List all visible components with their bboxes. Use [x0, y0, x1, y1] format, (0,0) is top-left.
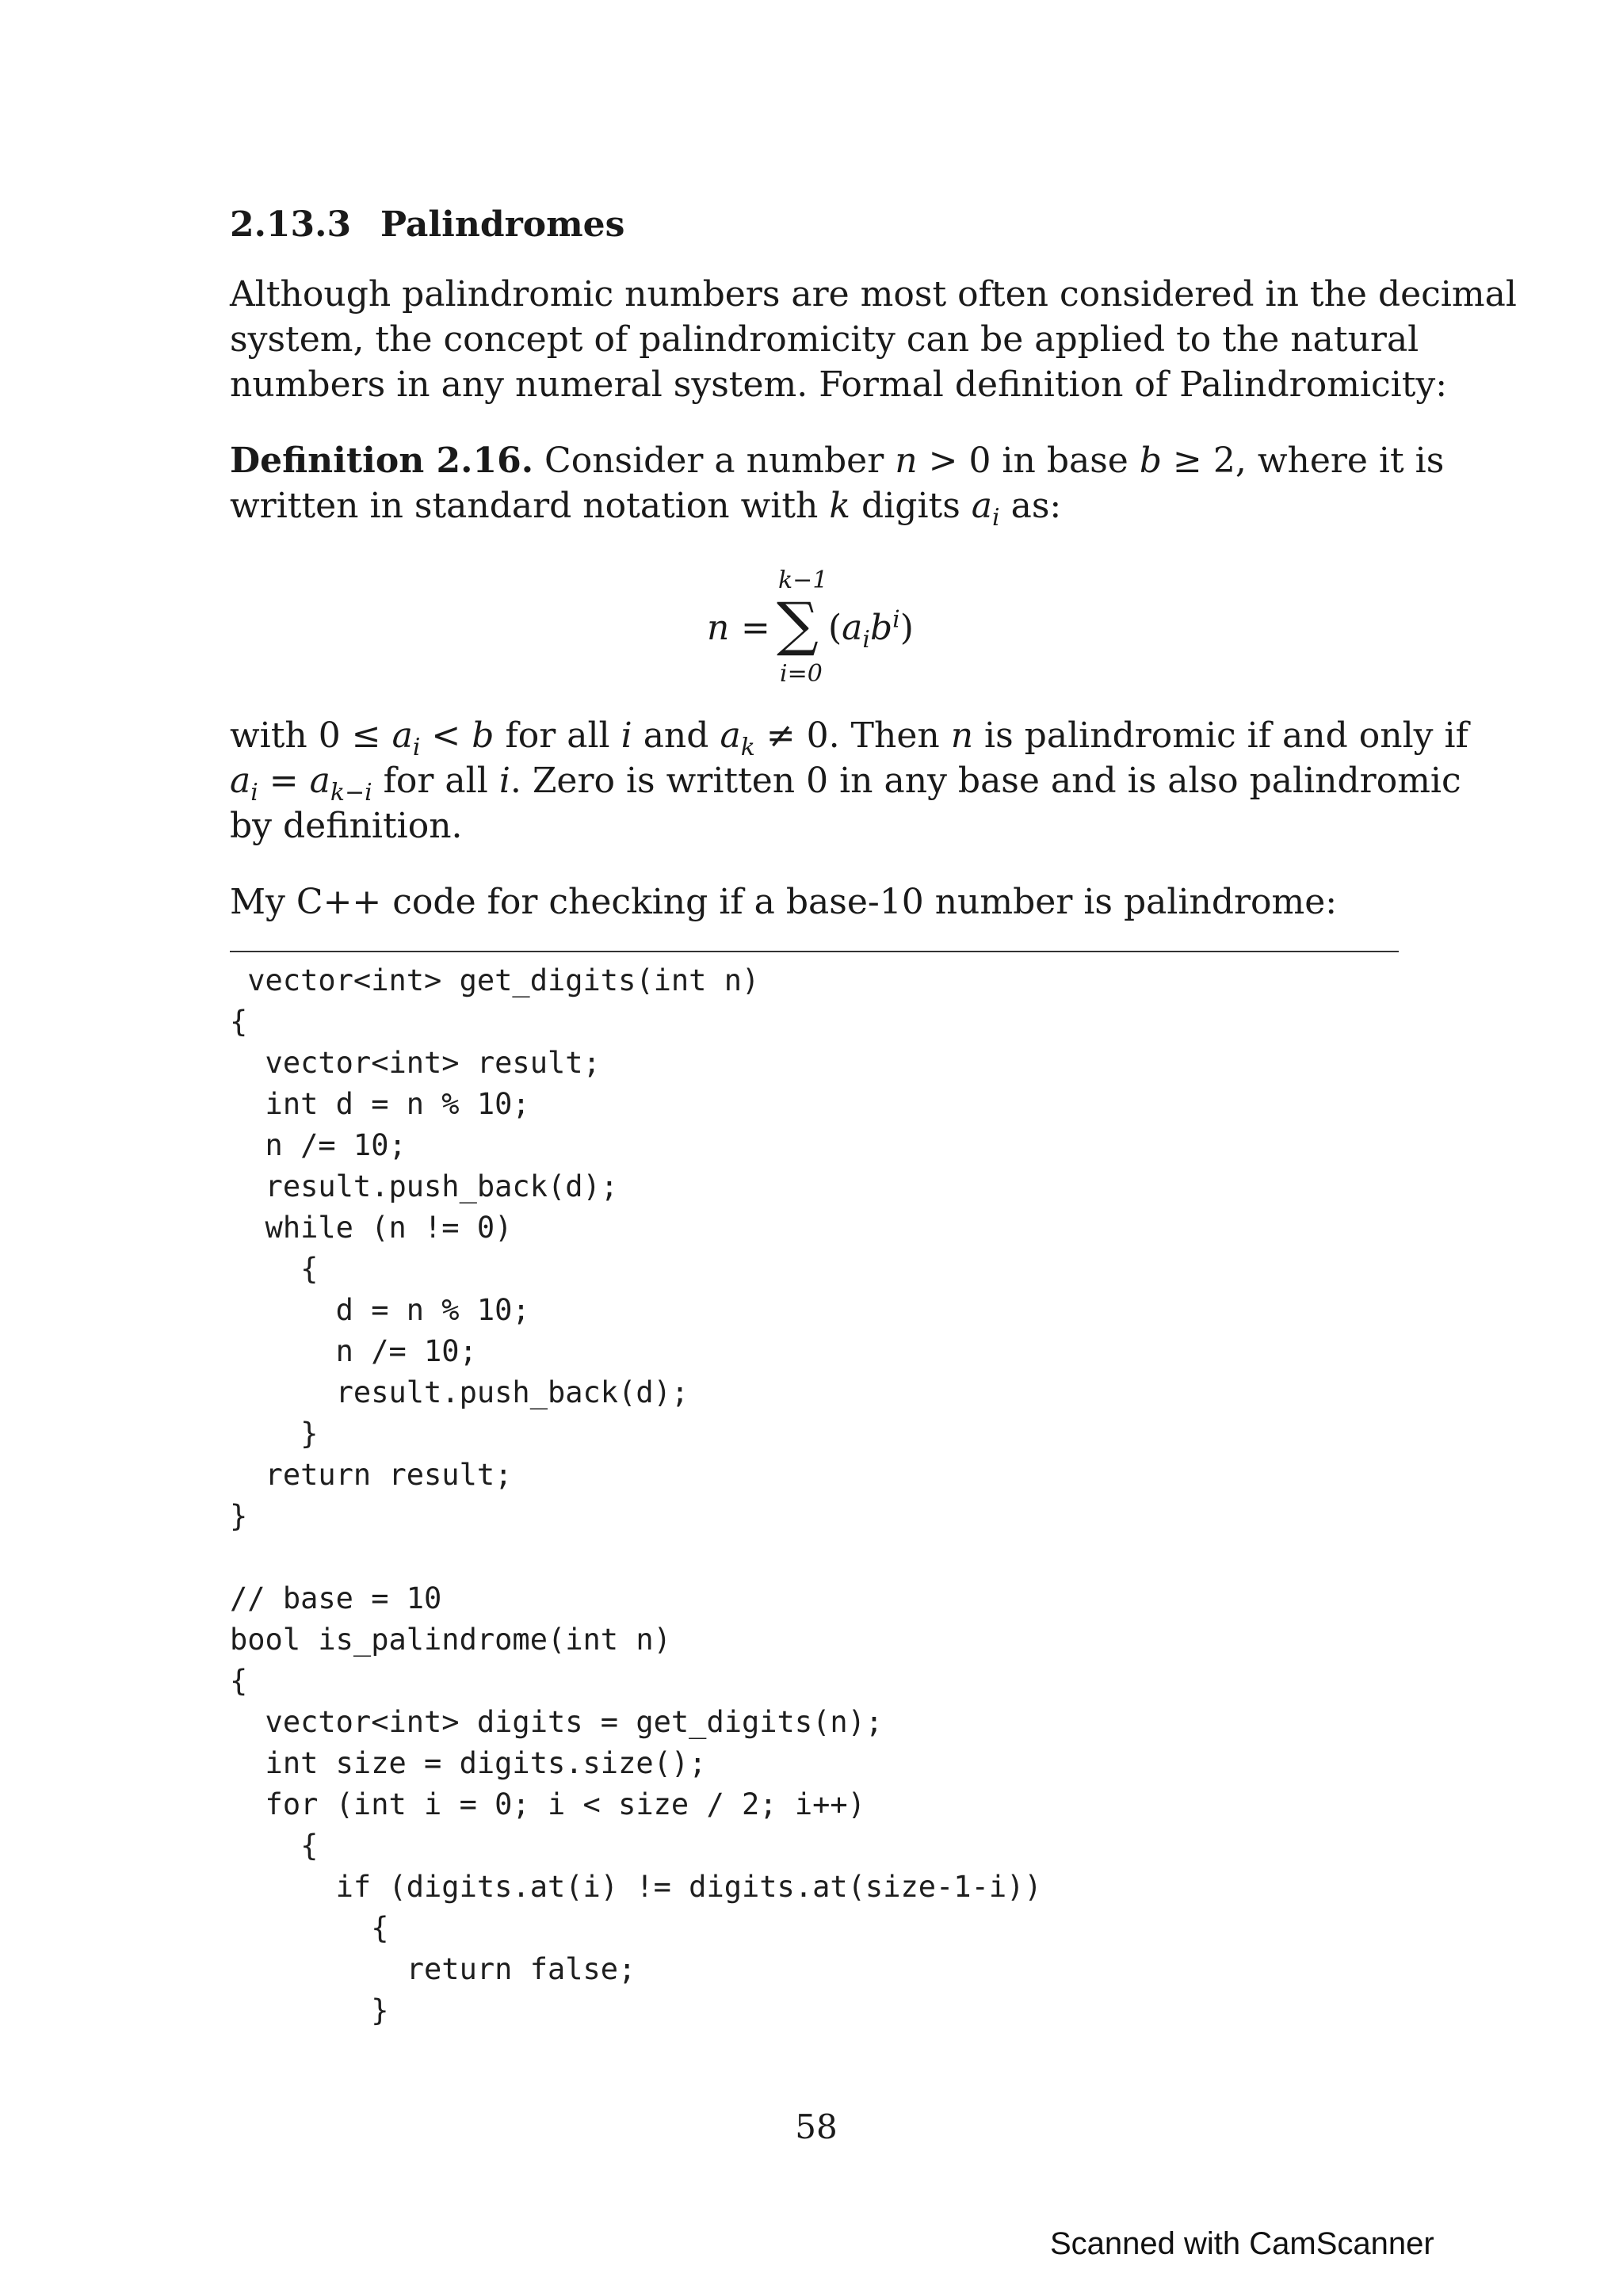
- definition-line-2: written in standard notation with k digits $a_i$ as:: [230, 486, 1062, 532]
- code-line: [230, 1537, 1042, 1578]
- code-line: while (n != 0): [230, 1211, 513, 1245]
- condition-line-2: $a_i = a_{k-i}$ for all i. Zero is written 0 in any base and is also palindromic: [230, 761, 1461, 807]
- code-line: return result;: [230, 1458, 513, 1492]
- sum-lower-limit: i=0: [780, 660, 823, 688]
- code-line: }: [230, 1499, 248, 1533]
- intro-line: numbers in any numeral system. Formal definition of Palindromicity:: [230, 364, 1448, 405]
- code-line: vector<int> result;: [230, 1046, 601, 1080]
- section-number: 2.13.3: [230, 204, 352, 245]
- code-line: }: [230, 1417, 319, 1451]
- code-line: {: [230, 1911, 389, 1945]
- code-line: for (int i = 0; i < size / 2; i++): [230, 1787, 865, 1821]
- intro-line: Although palindromic numbers are most often considered in the decimal: [230, 274, 1517, 315]
- code-line: if (digits.at(i) != digits.at(size-1-i)): [230, 1870, 1042, 1904]
- code-line: result.push_back(d);: [230, 1375, 689, 1409]
- code-line: n /= 10;: [230, 1334, 477, 1368]
- condition-line-3: by definition.: [230, 806, 463, 846]
- code-line: {: [230, 1005, 248, 1039]
- code-line: vector<int> digits = get_digits(n);: [230, 1705, 884, 1739]
- code-line: vector<int> get_digits(int n): [230, 963, 760, 997]
- code-line: return false;: [230, 1952, 636, 1986]
- condition-paragraph: [230, 713, 1468, 849]
- code-line: int d = n % 10;: [230, 1087, 530, 1121]
- condition-line-1: with $0 \le a_i < b$ for all i and $a_k \ne 0$. Then n is palindromic if and only if: [230, 715, 1468, 761]
- code-line: result.push_back(d);: [230, 1169, 619, 1203]
- page-number: 58: [795, 2107, 838, 2146]
- sigma-symbol: ∑: [777, 590, 819, 658]
- code-line: {: [230, 1252, 319, 1286]
- section-heading: [230, 204, 624, 245]
- code-line: {: [230, 1664, 248, 1698]
- definition-paragraph: [230, 438, 1445, 532]
- code-intro: My C++ code for checking if a base-10 number is palindrome:: [230, 882, 1338, 922]
- code-line: // base = 10: [230, 1581, 442, 1615]
- code-line: int size = digits.size();: [230, 1746, 707, 1780]
- section-title: Palindromes: [380, 204, 625, 245]
- code-block: [230, 960, 1042, 2031]
- scanner-watermark: Scanned with CamScanner: [1050, 2226, 1434, 2261]
- code-line: d = n % 10;: [230, 1293, 530, 1327]
- code-line: n /= 10;: [230, 1128, 407, 1162]
- horizontal-rule: [230, 951, 1399, 952]
- intro-paragraph: [230, 272, 1517, 407]
- code-line: bool is_palindrome(int n): [230, 1623, 671, 1657]
- intro-line: system, the concept of palindromicity can be applied to the natural: [230, 319, 1419, 360]
- equation-lhs: n: [707, 608, 730, 648]
- equals-sign: =: [741, 608, 770, 648]
- code-line: }: [230, 1993, 389, 2027]
- definition-line-1: Definition 2.16. Consider a number n > 0 in base b ≥ 2, where it is: [230, 441, 1445, 481]
- definition-label: Definition 2.16.: [230, 441, 534, 481]
- sum-term: $(a_ib^i)$: [828, 605, 914, 654]
- sum-equation: [697, 566, 967, 688]
- code-line: {: [230, 1829, 319, 1863]
- sum-upper-limit: k−1: [778, 566, 828, 594]
